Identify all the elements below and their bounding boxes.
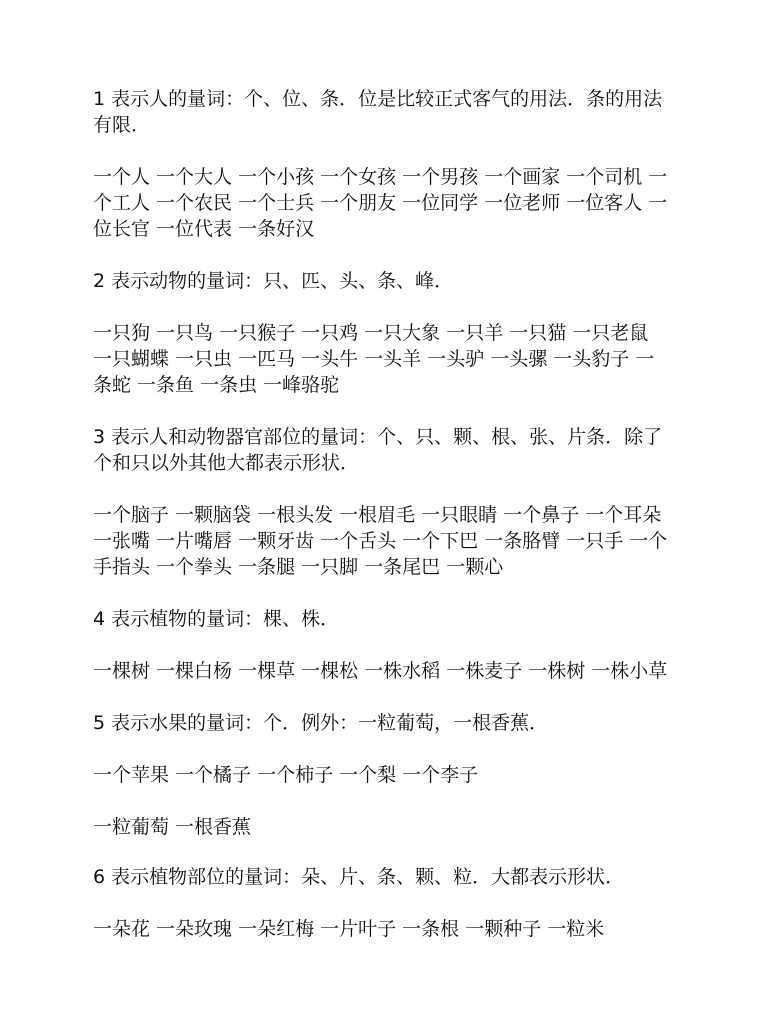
section-5-examples: 一个苹果 一个橘子 一个柿子 一个梨 一个李子 <box>93 764 479 786</box>
section-6-examples: 一朵花 一朵玫瑰 一朵红梅 一片叶子 一条根 一颗种子 一粒米 <box>93 918 605 940</box>
section-5-heading: 5 表示水果的量词：个．例外：一粒葡萄，一根香蕉． <box>93 712 549 734</box>
section-4-examples: 一棵树 一棵白杨 一棵草 一棵松 一株水稻 一株麦子 一株树 一株小草 <box>93 660 668 682</box>
section-6-heading: 6 表示植物部位的量词：朵、片、条、颗、粒．大都表示形状． <box>93 866 625 888</box>
section-3-examples: 一个脑子 一颗脑袋 一根头发 一根眉毛 一只眼睛 一个鼻子 一个耳朵 一张嘴 一片嘴唇 一颗牙齿 一个舌头 一个下巴 一条胳臂 一只手 一个手指头 一个拳头 一条腿 一只脚 一条尾巴 一颗心 <box>93 504 668 578</box>
section-1-examples: 一个人 一个大人 一个小孩 一个女孩 一个男孩 一个画家 一个司机 一个工人 一个农民 一个士兵 一个朋友 一位同学 一位老师 一位客人 一位长官 一位代表 一条好汉 <box>93 166 668 240</box>
section-3-heading: 3 表示人和动物器官部位的量词：个、只、颗、根、张、片条．除了个和只以外其他大都表示形状． <box>93 426 663 474</box>
section-4-heading: 4 表示植物的量词：棵、株． <box>93 608 340 630</box>
section-5-exceptions: 一粒葡萄 一根香蕉 <box>93 816 252 838</box>
section-2-heading: 2 表示动物的量词：只、匹、头、条、峰． <box>93 270 454 292</box>
document-body <box>93 86 673 968</box>
section-1-heading: 1 表示人的量词：个、位、条．位是比较正式客气的用法．条的用法有限． <box>93 88 663 136</box>
section-2-examples: 一只狗 一只鸟 一只猴子 一只鸡 一只大象 一只羊 一只猫 一只老鼠 一只蝴蝶 一只虫 一匹马 一头牛 一头羊 一头驴 一头骡 一头豹子 一条蛇 一条鱼 一条虫 一峰骆驼 <box>93 322 655 396</box>
